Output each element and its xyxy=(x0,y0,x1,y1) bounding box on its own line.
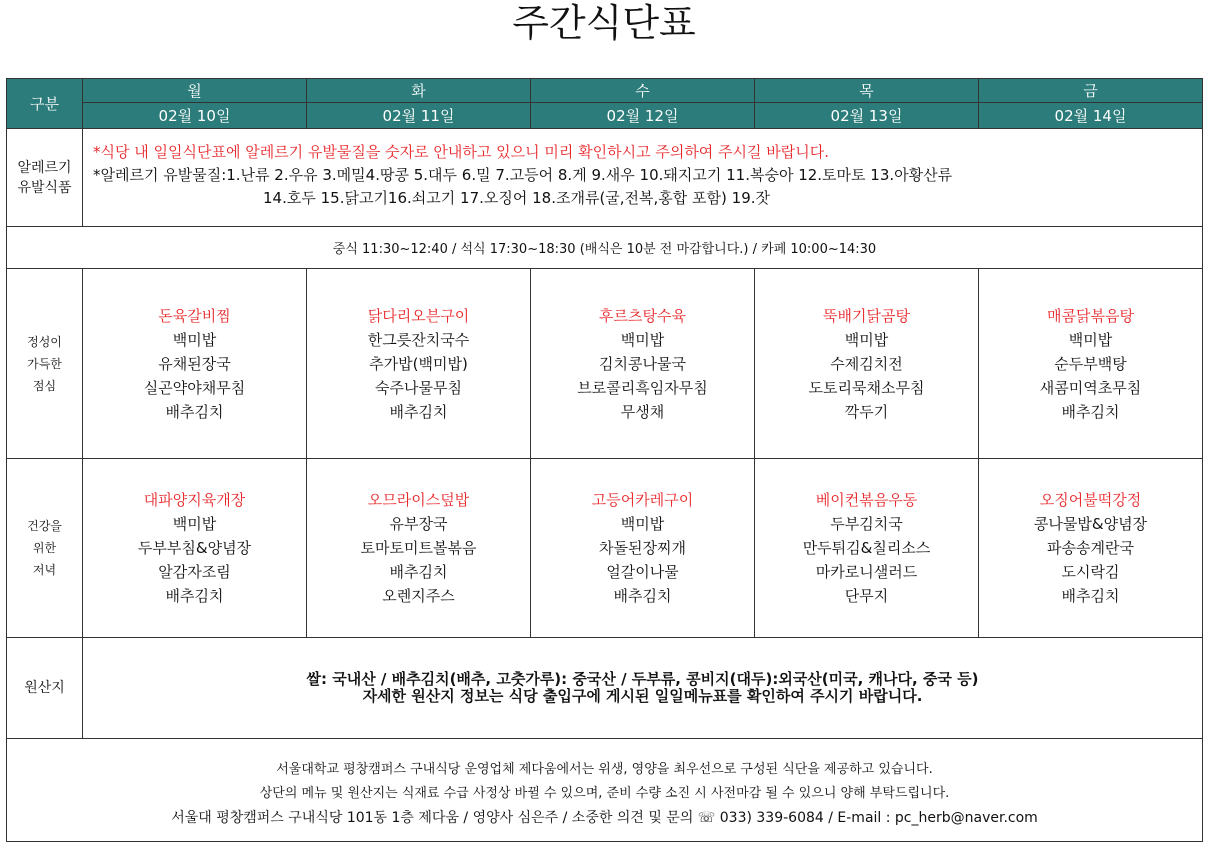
dinner-main-dish: 베이컨볶음우동 xyxy=(815,491,918,509)
footer-line-1: 서울대학교 평창캠퍼스 구내식당 운영업체 제다움에서는 위생, 영양을 최우선으로 구성된 식단을 제공하고 있습니다. xyxy=(276,762,933,777)
footer-contact: 서울대 평창캠퍼스 구내식당 101동 1층 제다움 / 영양사 심은주 / 소중한 의견 및 문의 ☏ 033) 339-6084 / E-mail : pc_herb@naver.com xyxy=(171,810,1038,826)
menu-item: 순두부백탕 xyxy=(1054,354,1127,373)
menu-item: 한그릇잔치국수 xyxy=(367,330,470,349)
dinner-main-dish: 고등어카레구이 xyxy=(591,491,694,509)
menu-item: 알감자조림 xyxy=(158,563,231,581)
lunch-menu-mon xyxy=(83,269,307,459)
allergy-list-line2: 14.호두 15.닭고기16.쇠고기 17.오징어 18.조개류(굴,전복,홍합 포함) 19.잣 xyxy=(263,189,770,207)
menu-item: 도토리묵채소무침 xyxy=(808,378,925,397)
dinner-menu-mon xyxy=(83,459,307,638)
lunch-menu-tue xyxy=(307,269,531,459)
category-header: 구분 xyxy=(7,79,83,129)
menu-item: 배추김치 xyxy=(165,587,224,605)
dinner-main-dish: 오므라이스덮밥 xyxy=(367,491,470,509)
menu-item: 백미밥 xyxy=(844,330,889,349)
allergy-notice: *식당 내 일일식단표에 알레르기 유발물질을 숫자로 안내하고 있으니 미리 확인하시고 주의하여 주시길 바랍니다. xyxy=(93,143,830,161)
menu-item: 파송송계란국 xyxy=(1047,539,1134,557)
lunch-main-dish: 닭다리오븐구이 xyxy=(367,306,470,325)
menu-item: 숙주나물무침 xyxy=(375,378,462,397)
origin-line-2: 자세한 원산지 정보는 식당 출입구에 게시된 일일메뉴표를 확인하여 주시기 바랍니다. xyxy=(362,687,923,705)
menu-item: 오렌지주스 xyxy=(382,587,455,605)
menu-item: 무생채 xyxy=(620,402,665,421)
day-header-wed: 수 xyxy=(531,79,755,103)
lunch-menu-thu xyxy=(755,269,979,459)
menu-item: 추가밥(백미밥) xyxy=(369,354,468,373)
dinner-main-dish: 대파양지육개장 xyxy=(143,491,246,509)
allergy-info xyxy=(83,129,1203,227)
page-title: 주간식단표 xyxy=(512,1,696,45)
menu-item: 배추김치 xyxy=(613,587,672,605)
dinner-menu-fri xyxy=(979,459,1203,638)
day-header-fri: 금 xyxy=(979,79,1203,103)
menu-item: 배추김치 xyxy=(1061,587,1120,605)
menu-item: 단무지 xyxy=(844,587,889,605)
menu-item: 도시락김 xyxy=(1061,563,1120,581)
date-header-wed: 02월 12일 xyxy=(531,103,755,129)
date-header-fri: 02월 14일 xyxy=(979,103,1203,129)
menu-item: 배추김치 xyxy=(1061,402,1120,421)
lunch-menu-wed xyxy=(531,269,755,459)
menu-item: 토마토미트볼볶음 xyxy=(360,539,477,557)
lunch-main-dish: 후르츠탕수육 xyxy=(599,306,686,325)
menu-item: 새콤미역초무침 xyxy=(1039,378,1142,397)
menu-item: 유채된장국 xyxy=(158,354,231,373)
allergy-list-line1: *알레르기 유발물질:1.난류 2.우유 3.메밀4.땅콩 5.대두 6.밀 7.고등어 8.게 9.새우 10.돼지고기 11.복숭아 12.토마토 13.아황산류 xyxy=(93,166,953,184)
menu-item: 김치콩나물국 xyxy=(599,354,686,373)
menu-item: 브로콜리흑임자무침 xyxy=(577,378,708,397)
menu-item: 마카로니샐러드 xyxy=(815,563,918,581)
menu-item: 수제김치전 xyxy=(830,354,903,373)
lunch-main-dish: 돈육갈비찜 xyxy=(158,306,231,325)
dinner-menu-tue xyxy=(307,459,531,638)
origin-line-1: 쌀: 국내산 / 배추김치(배추, 고춧가루): 중국산 / 두부류, 콩비지(대두):외국산(미국, 캐나다, 중국 등) xyxy=(306,670,979,688)
menu-item: 배추김치 xyxy=(165,402,224,421)
day-header-thu: 목 xyxy=(755,79,979,103)
menu-item: 콩나물밥&양념장 xyxy=(1033,515,1148,533)
menu-item: 차돌된장찌개 xyxy=(599,539,686,557)
dinner-main-dish: 오징어불떡강정 xyxy=(1039,491,1142,509)
lunch-menu-fri xyxy=(979,269,1203,459)
lunch-main-dish: 뚝배기닭곰탕 xyxy=(823,306,910,325)
date-header-tue: 02월 11일 xyxy=(307,103,531,129)
day-header-tue: 화 xyxy=(307,79,531,103)
menu-item: 백미밥 xyxy=(620,515,665,533)
origin-info xyxy=(83,638,1203,739)
date-header-thu: 02월 13일 xyxy=(755,103,979,129)
menu-item: 깍두기 xyxy=(844,402,889,421)
menu-item: 두부부침&양념장 xyxy=(137,539,252,557)
weekly-menu-table xyxy=(6,78,1203,842)
menu-item: 배추김치 xyxy=(389,563,448,581)
menu-item: 백미밥 xyxy=(1068,330,1113,349)
date-header-mon: 02월 10일 xyxy=(83,103,307,129)
dinner-menu-thu xyxy=(755,459,979,638)
footer-info xyxy=(7,739,1203,842)
dinner-menu-wed xyxy=(531,459,755,638)
dinner-label: 건강을 위한 저녁 xyxy=(7,459,83,638)
meal-hours: 중식 11:30~12:40 / 석식 17:30~18:30 (배식은 10분 전 마감합니다.) / 카페 10:00~14:30 xyxy=(7,227,1203,269)
day-header-mon: 월 xyxy=(83,79,307,103)
origin-label: 원산지 xyxy=(7,638,83,739)
lunch-label: 정성이 가득한 점심 xyxy=(7,269,83,459)
menu-item: 만두튀김&칠리소스 xyxy=(802,539,931,557)
menu-item: 백미밥 xyxy=(620,330,665,349)
menu-item: 백미밥 xyxy=(172,330,217,349)
footer-line-2: 상단의 메뉴 및 원산지는 식재료 수급 사정상 바뀔 수 있으며, 준비 수량 소진 시 사전마감 될 수 있으니 양해 부탁드립니다. xyxy=(259,786,950,801)
menu-item: 실곤약야채무침 xyxy=(143,378,246,397)
allergy-label: 알레르기 유발식품 xyxy=(7,129,83,227)
menu-item: 배추김치 xyxy=(389,402,448,421)
menu-item: 얼갈이나물 xyxy=(606,563,679,581)
menu-item: 유부장국 xyxy=(389,515,448,533)
menu-item: 두부김치국 xyxy=(830,515,903,533)
menu-item: 백미밥 xyxy=(172,515,217,533)
lunch-main-dish: 매콤닭볶음탕 xyxy=(1047,306,1134,325)
